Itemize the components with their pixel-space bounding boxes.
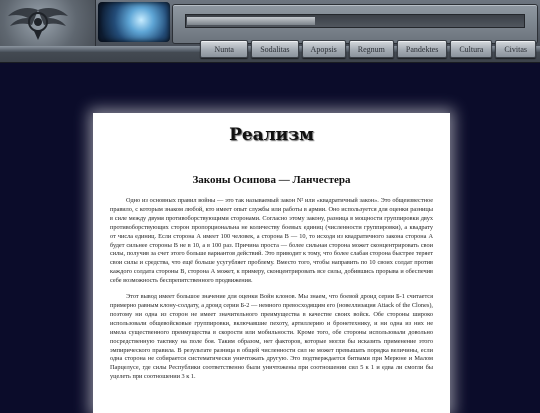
page-title: Реализм [229,125,314,145]
header-panel [172,4,538,44]
article-paragraph: Одно из основных правил войны — это так называемый закон N² или «квадратичный закон». Это общеизвестное правило, с которым знаком любой, кто имеет опыт службы или работы в армии. Оно используется для оценки разницы в силе между двумя противоборствующими сторонами. Согласно этому закону, разница в мощности группировки двух противоборствующих сторон пропорциональна не количеству боевых единиц (численности группировки), а квадрату от числа единиц. Если сторона А имеет 100 человек, а сторона В — 10, то исходя из квадратичного закона сторона А будет сильнее стороны В не в 10, а в 100 раз. Причина проста — более сильная сторона может сконцентрировать свои силы, получив за счет этого больше вариантов действий. Это приводит к тому, что более слабая сторона быстрее теряет свои силы и средства, что ещё больше усугубляет проблему. Вместо того, чтобы направить по 10 своих солдат против каждого солдата стороны В, сторона А может, к примеру, сконцентрировать все силы, добившись прорыва и обеспечив себе возможность беспрепятственного продвижения. [110,197,433,285]
article-page [93,113,450,413]
nav-apopsis[interactable]: Apopsis [302,40,346,58]
nav-cultura[interactable]: Cultura [450,40,492,58]
nav-civitas[interactable]: Civitas [495,40,536,58]
emblem-plate [0,0,96,46]
nav-nunta[interactable]: Nunta [200,40,248,58]
nav-pandektes[interactable]: Pandektes [397,40,447,58]
nav-sodalitas[interactable]: Sodalitas [251,40,298,58]
article-paragraph: Этот вывод имеет большое значение для оценки Войн клонов. Мы знаем, что боевой дроид серии Б-1 считается примерно равным клону-солдату, а дроид серии Б-2 — немного превосходящим его (новеллизация Attack of the Clones), поэтому ни одна из сторон не имеет значительного преимущества в качестве своих войск. Обе стороны широко использовали общевойсковые группировки, включавшие пехоту, артиллерию и бронетехнику, и ни одна из них не имела существенного преимущества в скорости или мобильности. Кроме того, обе стороны использовали довольно посредственную тактику на поле боя. Таким образом, нет факторов, которые могли бы исказить применение этого эмпирического правила. В результате разница в общей численности сил не может превышать порядка величины, если одна сторона не собирается систематически уничтожать другую. Это подтверждается битвами при Мерюне и Малом Парцелусе, где силы Республики соответственно были уничтожены при соотношении сил 5 к 1 и едва ли смогли бы уцелеть при соотношении 3 к 1. [110,293,433,381]
header-slot-bar [187,17,315,25]
winged-emblem-icon [6,2,70,42]
nav-regnum[interactable]: Regnum [349,40,394,58]
planet-banner [98,2,170,42]
section-subtitle: Законы Осипова — Ланчестера [192,174,351,186]
main-nav [200,40,536,58]
header-slot [185,14,525,28]
